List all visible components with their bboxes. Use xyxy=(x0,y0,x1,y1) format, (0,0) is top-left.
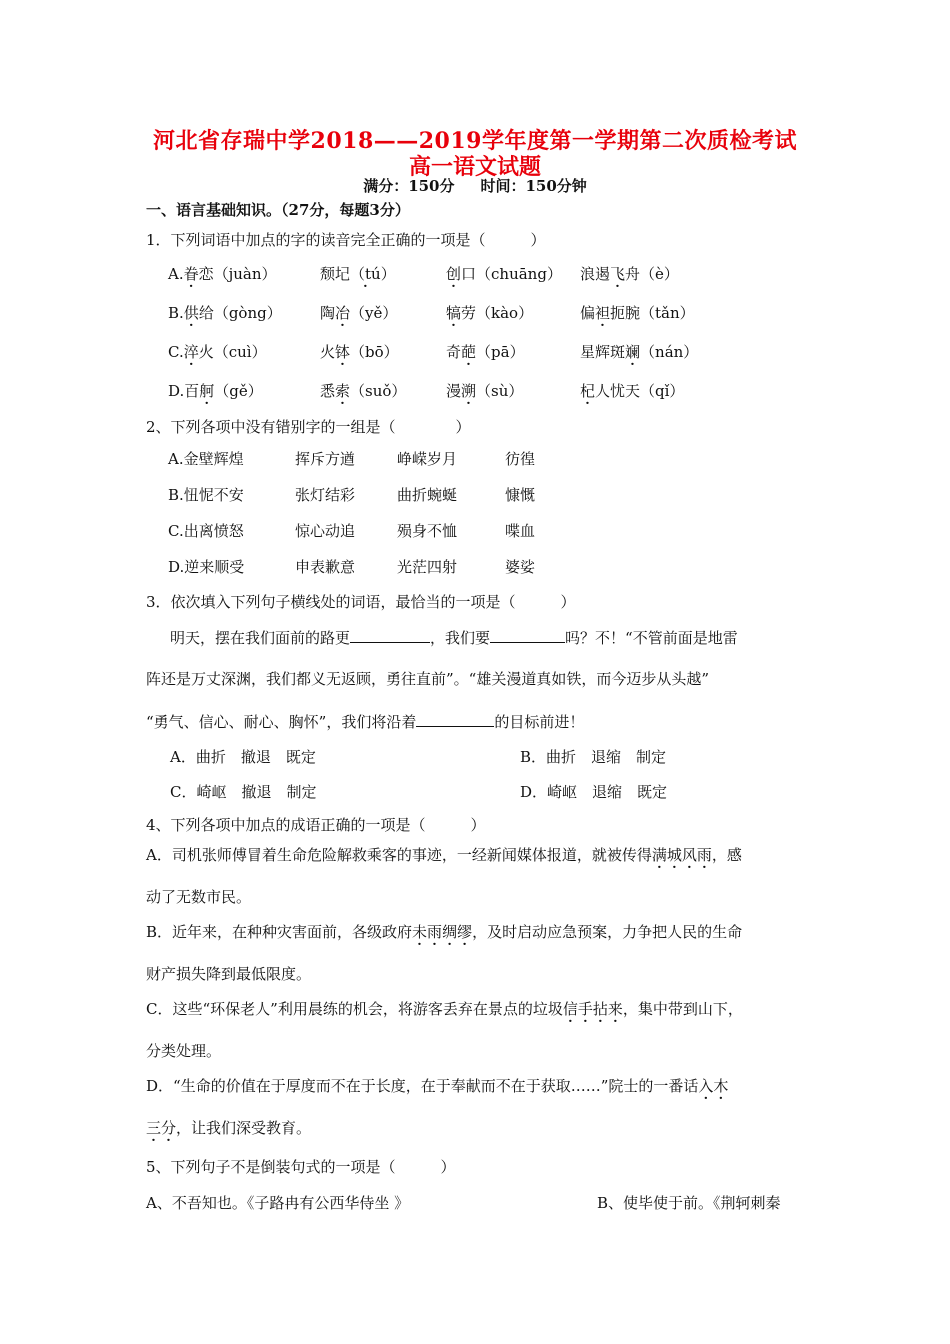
exam-page: 河北省存瑞中学2018——2019学年度第一学期第二次质检考试 高一语文试题 满分：150分 时间：150分钟 一、语言基础知识。（27分，每题3分） 1．下列词语中加点的字的读音完全正确的一项是（ ） A.眷恋（juàn） 颓圮（tú） · 创口（chuāng） 浪遏飞舟（è） B.供给（gòng） 陶冶（yě） 犒劳（kào） 偏袒扼腕（tǎn） C.淬火（cuì） 火钵（bō） 奇葩（pā） 星辉斑斓（nán） D.百舸（gě） 悉索（suǒ） 漫溯（sù） 杞人忧天（qǐ） 2、下列各项中没有错别字的一组是（ ） A.金壁辉煌 挥斥方遒 峥嵘岁月 彷徨 B.忸怩不安 张灯结彩 曲折蜿蜒 慷慨 C.出离愤怒 惊心动追 殒身不恤 喋血 D.逆来顺受 申表歉意 光茫四射 婆娑 3．依次填入下列句子横线处的词语，最恰当的一项是（ ） 明天，摆在我们面前的路更 ，我们要 吗？不！“不管前面是地雷 阵还是万丈深渊，我们都义无返顾，勇往直前”。“雄关漫道真如铁，而今迈步从头越” “勇气、信心、耐心、胸怀”，我们将沿着 的目标前进！ A．曲折 撤退 既定 B．曲折 退缩 制定 C．崎岖 撤退 制定 D．崎岖 退缩 既定 4、下列各项中加点的成语正确的一项是（ ） A．司机张师傅冒着生命危险解救乘客的事迹，一经新闻媒体报道，就被传得满城风雨，感 动了无数市民。 B．近年来，在种种灾害面前，各级政府未雨绸缪，及时启动应急预案，力争把人民的生命 财产损失降到最低限度。 C．这些“环保老人”利用晨练的机会，将游客丢弃在景点的垃圾信手拈来，集中带到山下， 分类处理。 D．“生命的价值在于厚度而不在于长度，在于奉献而不在于获取……”院士的一番话入木 三分，让我们深受教育。 5、下列句子不是倒装句式的一项是（ ） A、不吾知也。《子路冉有公西华侍坐 》 B、使毕使于前。《荆轲刺秦 xyxy=(0,0,950,1344)
dotted-char: 斓 xyxy=(625,343,641,361)
q4-option-a-line-1: A．司机张师傅冒着生命危险解救乘客的事迹，一经新闻媒体报道，就被传得满城风雨，感 xyxy=(146,846,742,864)
q3-option-b: B．曲折 退缩 制定 xyxy=(520,748,667,766)
q2-option-a-4: 彷徨 xyxy=(505,450,536,468)
q4-option-c-line-2: 分类处理。 xyxy=(146,1042,222,1060)
dotted-char: 淬 xyxy=(183,343,199,361)
q2-option-b-4: 慷慨 xyxy=(505,486,536,504)
exam-time: 时间：150分钟 xyxy=(480,177,587,195)
q2-option-c-2: 惊心动追 xyxy=(295,522,356,540)
q1-stem: 1．下列词语中加点的字的读音完全正确的一项是（ ） xyxy=(146,231,546,249)
q3-passage-line-1: 明天，摆在我们面前的路更 ，我们要 吗？不！“不管前面是地雷 xyxy=(170,629,738,647)
exam-subtitle: 高一语文试题 xyxy=(408,154,541,180)
q2-option-a-1: A.金壁辉煌 xyxy=(168,450,244,468)
dotted-char: 舸 xyxy=(199,382,215,400)
q4-stem: 4、下列各项中加点的成语正确的一项是（ ） xyxy=(146,816,486,834)
dotted-char: 溯 xyxy=(461,382,477,400)
dotted-char: 索 xyxy=(335,382,351,400)
dotted-char: 飞 xyxy=(610,265,626,283)
q3-passage-line-3: “勇气、信心、耐心、胸怀”，我们将沿着 的目标前进！ xyxy=(146,713,585,731)
q3-stem: 3．依次填入下列句子横线处的词语，最恰当的一项是（ ） xyxy=(146,593,576,611)
q4-option-c-line-1: C．这些“环保老人”利用晨练的机会，将游客丢弃在景点的垃圾信手拈来，集中带到山下， xyxy=(146,1000,743,1018)
q5-option-a: A、不吾知也。《子路冉有公西华侍坐 》 xyxy=(146,1194,410,1212)
dotted-char: 袒 xyxy=(595,304,611,322)
q2-option-a-3: 峥嵘岁月 xyxy=(397,450,458,468)
q2-option-d-1: D.逆来顺受 xyxy=(168,558,245,576)
dotted-char: 杞 xyxy=(580,382,596,400)
q2-option-a-2: 挥斥方遒 xyxy=(295,450,356,468)
q4-option-d-line-1: D．“生命的价值在于厚度而不在于长度，在于奉献而不在于获取……”院士的一番话入木 xyxy=(146,1077,729,1095)
exam-meta xyxy=(0,175,950,196)
dotted-char: 圮（tú） · xyxy=(335,265,396,283)
fill-blank-3 xyxy=(416,711,494,727)
q3-option-d: D．崎岖 退缩 既定 xyxy=(520,783,668,801)
q3-option-c: C．崎岖 撤退 制定 xyxy=(170,783,317,801)
q5-option-b: B、使毕使于前。《荆轲刺秦 xyxy=(597,1194,781,1212)
section-heading: 一、语言基础知识。（27分，每题3分） xyxy=(146,201,410,219)
exam-title: 河北省存瑞中学2018——2019学年度第一学期第二次质检考试 xyxy=(153,128,797,154)
q4-option-d-line-2: 三分，让我们深受教育。 xyxy=(146,1119,312,1137)
q3-option-a: A．曲折 撤退 既定 xyxy=(170,748,316,766)
q2-option-b-2: 张灯结彩 xyxy=(295,486,356,504)
dotted-char: 供 xyxy=(183,304,199,322)
q4-option-a-line-2: 动了无数市民。 xyxy=(146,888,252,906)
fill-blank-2 xyxy=(490,627,565,643)
q2-option-c-4: 喋血 xyxy=(505,522,536,540)
q3-passage-line-2: 阵还是万丈深渊，我们都义无返顾，勇往直前”。“雄关漫道真如铁，而今迈步从头越” xyxy=(146,670,710,688)
dotted-char: 犒 xyxy=(446,304,462,322)
dotted-char: 钵 xyxy=(335,343,351,361)
q2-stem: 2、下列各项中没有错别字的一组是（ ） xyxy=(146,418,471,436)
dotted-char: 眷 xyxy=(183,265,199,283)
q2-option-c-3: 殒身不恤 xyxy=(397,522,458,540)
q2-option-d-4: 婆娑 xyxy=(505,558,536,576)
q2-option-d-2: 申表歉意 xyxy=(295,558,356,576)
dotted-char: 创 xyxy=(446,265,462,283)
q2-option-c-1: C.出离愤怒 xyxy=(168,522,244,540)
q4-option-b-line-1: B．近年来，在种种灾害面前，各级政府未雨绸缪，及时启动应急预案，力争把人民的生命 xyxy=(146,923,743,941)
q2-option-b-1: B.忸怩不安 xyxy=(168,486,244,504)
fill-blank-1 xyxy=(350,627,430,643)
q2-option-d-3: 光茫四射 xyxy=(397,558,458,576)
q5-stem: 5、下列句子不是倒装句式的一项是（ ） xyxy=(146,1158,456,1176)
q4-option-b-line-2: 财产损失降到最低限度。 xyxy=(146,965,312,983)
dotted-char: 葩 xyxy=(461,343,477,361)
full-score: 满分：150分 xyxy=(363,177,455,195)
dotted-char: 冶 xyxy=(335,304,351,322)
q2-option-b-3: 曲折蜿蜒 xyxy=(397,486,458,504)
